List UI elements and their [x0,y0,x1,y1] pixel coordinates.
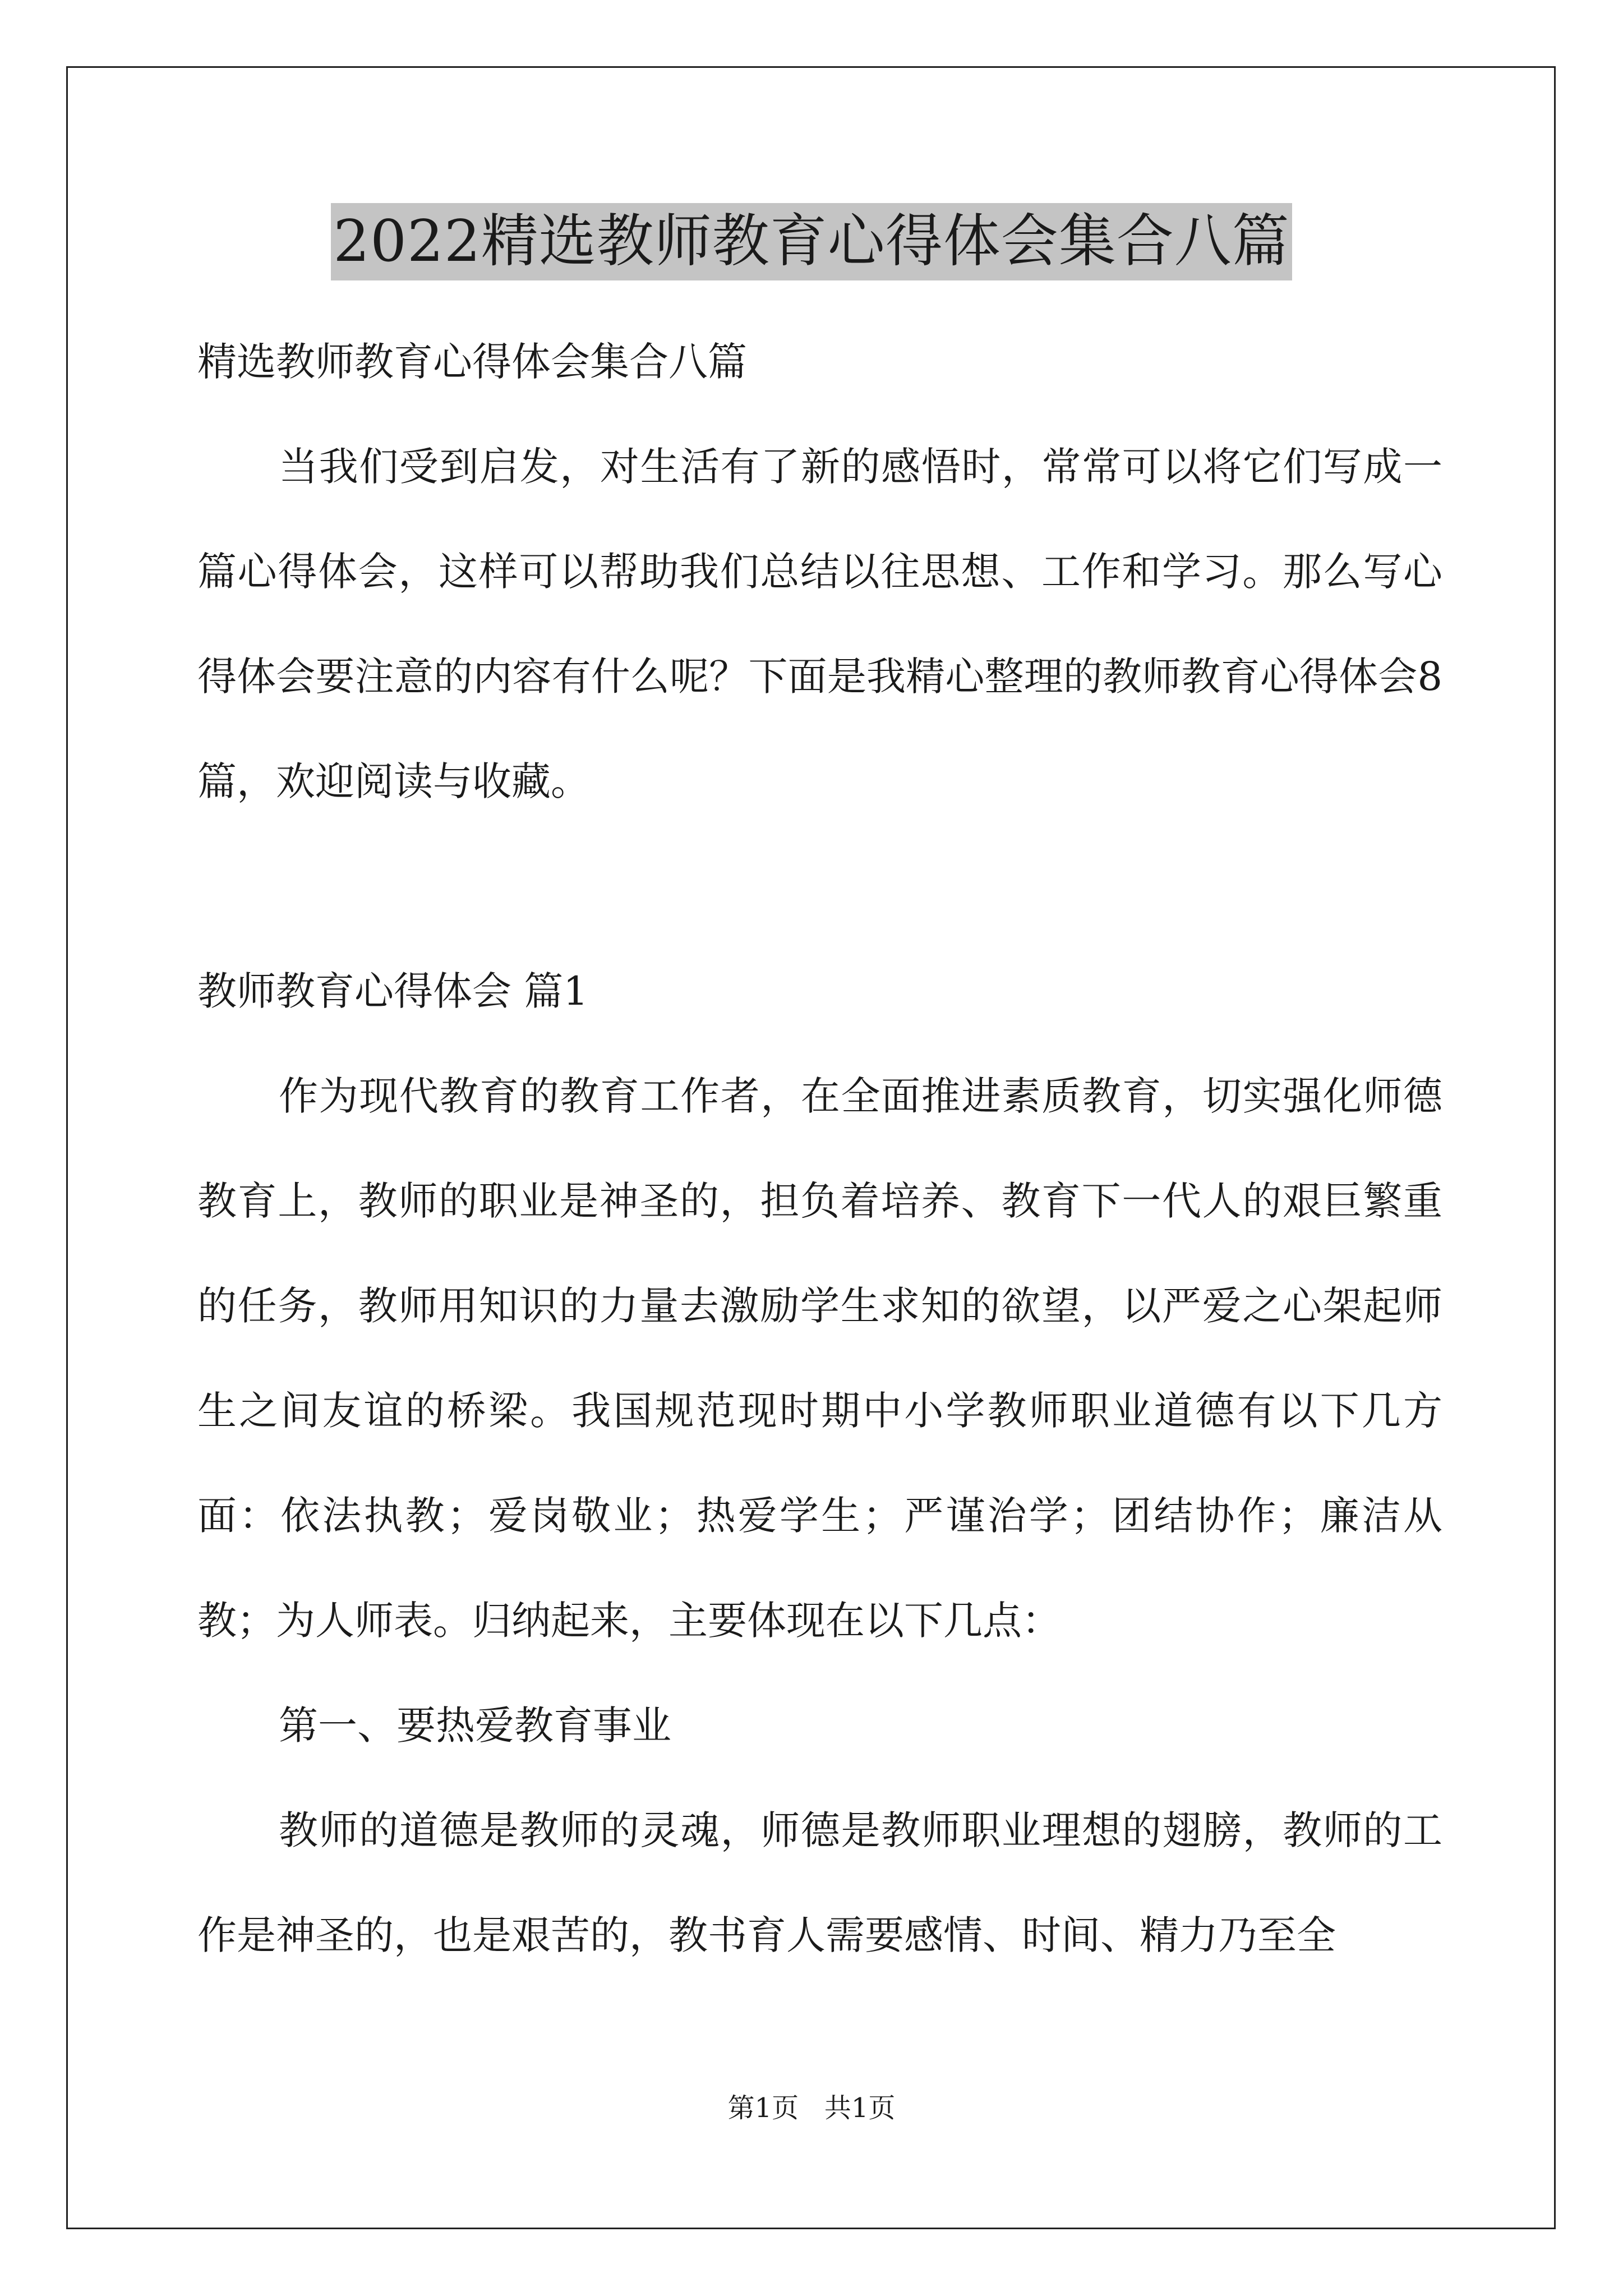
body-paragraph: 作为现代教育的教育工作者，在全面推进素质教育，切实强化师德教育上，教师的职业是神圣的，担负着培养、教育下一代人的艰巨繁重的任务，教师用知识的力量去激励学生求知的欲望，以严爱之心架起师生之间友谊的桥梁。我国规范现时期中小学教师职业道德有以下几方面：依法执教；爱岗敬业；热爱学生；严谨治学；团结协作；廉洁从教；为人师表。归纳起来，主要体现在以下几点： [197,1073,1442,1644]
body-paragraph: 教师的道德是教师的灵魂，师德是教师职业理想的翅膀，教师的工作是神圣的，也是艰苦的，教书育人需要感情、时间、精力乃至全 [197,1807,1442,1958]
document-body [197,310,1442,1988]
document-subtitle: 精选教师教育心得体会集合八篇 [197,339,747,385]
page-footer: 第1页 共1页 [727,2092,896,2124]
intro-paragraph: 当我们受到启发，对生活有了新的感悟时，常常可以将它们写成一篇心得体会，这样可以帮助我们总结以往思想、工作和学习。那么写心得体会要注意的内容有什么呢？下面是我精心整理的教师教育心得体会8篇，欢迎阅读与收藏。 [197,444,1442,804]
document-title: 2022精选教师教育心得体会集合八篇 [331,203,1292,280]
title-container [0,203,1623,280]
point-heading: 第一、要热爱教育事业 [279,1703,671,1749]
section-heading: 教师教育心得体会 篇1 [197,968,588,1014]
